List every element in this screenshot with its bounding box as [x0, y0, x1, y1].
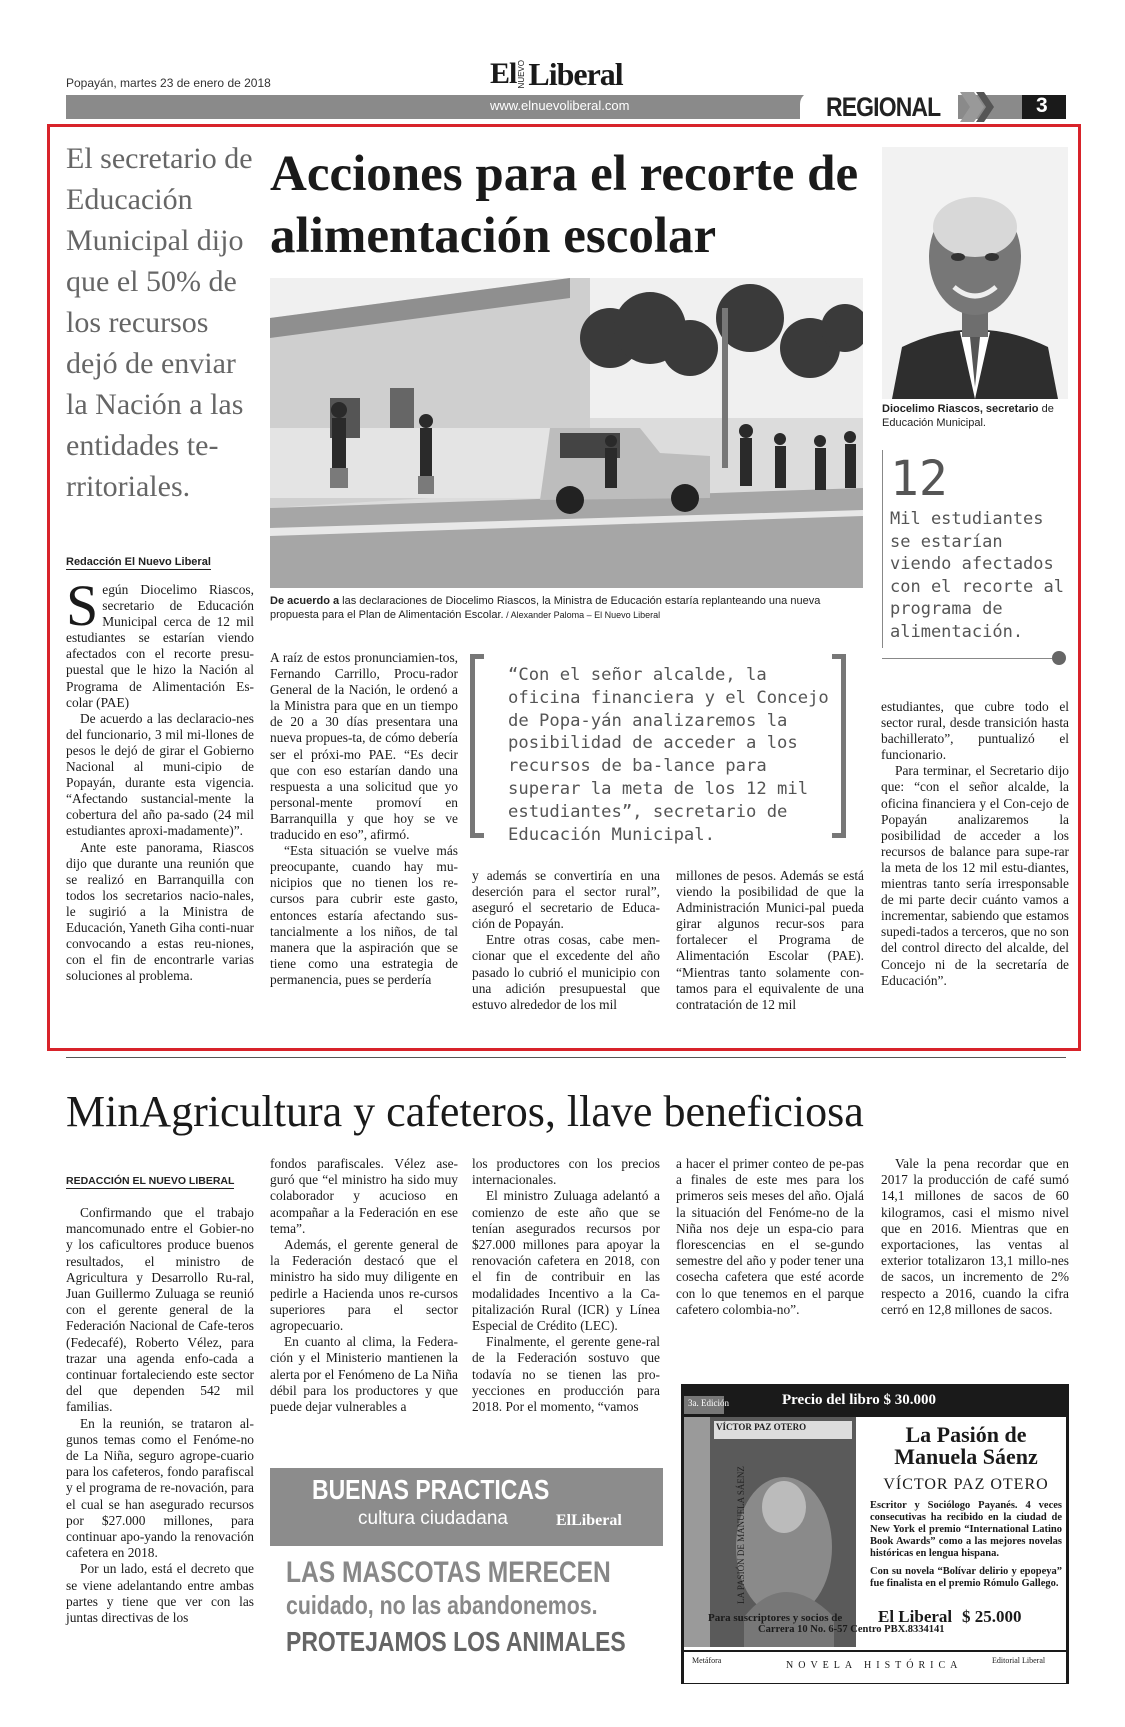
paragraph: Finalmente, el gerente gene-ral de la Federación sostuvo que todavía no se tienen las pro-yecciones en producción para 2018. Por el momento, “vamos: [472, 1334, 660, 1415]
subscriber-logo: El Liberal: [878, 1607, 953, 1626]
paragraph: A raíz de estos pronunciamien-tos, Fernando Carrillo, Procu-rador General de la Nación, le ordenó a la Ministra para que en un tiempo de 20 a 30 días presentara una nueva propues-ta, de cómo debería ser el próxi-mo PAE. “Es decir que con eso estarían dando una respuesta a una solicitud que yo personal-mente promoví en Barranquilla y que hoy se ve traducido en eso”, afirmó.: [270, 650, 458, 843]
stat-text: Mil estudiantes se estarían viendo afectados con el recorte al programa de alimentación.: [890, 509, 1064, 642]
paragraph: fondos parafiscales. Vélez ase-guró que “el ministro ha sido muy colaborador y acucioso en acompañar a la Federación en ese tema”.: [270, 1156, 458, 1236]
caption-text: las declaraciones de Diocelimo Riascos, la Ministra de Educación estaría replanteando una nueva propuesta para el Plan de Alimentación Escolar.: [270, 595, 821, 621]
ad-line-1: LAS MASCOTAS MERECEN: [286, 1556, 611, 1589]
ad-line-2: cuidado, no las abandonemos.: [286, 1590, 598, 1620]
stat-number: 12: [890, 451, 948, 507]
photo-credit: / Alexander Paloma – El Nuevo Liberal: [503, 610, 661, 620]
paragraph: millones de pesos. Además se está viendo la posibilidad de que la Administración Munici-pal pueda girar algunos recur-sos para fortalecer el Programa de Alimentación Escolar (PAE). “Mientras tanto solamente con-tamos para el equivalente de una contratación de 12 mil: [676, 868, 864, 1012]
portrait-photo: [882, 147, 1068, 399]
book-description: [870, 1500, 1062, 1596]
section-separator: [66, 1057, 1066, 1058]
newspaper-logo[interactable]: [490, 55, 623, 92]
article2-column-1: [66, 1205, 254, 1626]
article2-column-3: [472, 1156, 660, 1415]
section-arrow-icon: [960, 92, 1000, 122]
portrait-name: Diocelimo Riascos, secretario: [882, 403, 1039, 415]
portrait-caption: [882, 402, 1068, 430]
paragraph: Confirmando que el trabajo mancomunado entre el Gobier-no y los caficultores produce buenos resultados, el ministro de Agricultura y Desarrollo Ru-ral, Juan Guillermo Zuluaga se reunió con el gerente general de la Federación Nacional de Cafe-teros (Fedecafé), Roberto Vélez, para trazar una agenda enfo-cada a continuar fortaleciendo este sector del que dependen 542 mil familias.: [66, 1205, 254, 1415]
logo-nuevo: NUEVO: [517, 59, 527, 89]
publisher-logo-2: Editorial Liberal: [992, 1656, 1046, 1665]
paragraph: Por un lado, está el decreto que se viene adelantando entre ambas partes y tiene que ver con las juntas directivas de los: [66, 1561, 254, 1626]
book-desc-1: Escritor y Sociólogo Payanés. 4 veces consecutivas ha recibido en la ciudad de New York el premio “International Latino Book Awards” como a las mejores novelas históricas en lengua hispana.: [870, 1500, 1062, 1559]
cover-spine: LA PASIÓN DE MANUELA SÁENZ: [736, 1466, 746, 1604]
paragraph: y además se convertiría en una deserción para el sector rural”, aseguró el secretario de Educa-ción de Popayán.: [472, 868, 660, 932]
paragraph: “Esta situación se vuelve más preocupante, cuando hay mu-nicipios que no tienen los re-cursos para cubrir este gasto, entonces estaría afectando sus-tancialmente a los niños, de tal manera que la aspiración que se tiene como una estrategia de permanencia, pues se perdería: [270, 843, 458, 987]
article-column-2: [270, 650, 458, 988]
logo-el: El: [490, 57, 517, 90]
cover-author: VÍCTOR PAZ OTERO: [716, 1422, 807, 1432]
article-byline: Redacción El Nuevo Liberal: [66, 556, 211, 568]
edition-badge-text: 3a. Edición: [688, 1398, 729, 1408]
book-price: Precio del libro $ 30.000: [782, 1392, 937, 1408]
publisher-logo: Metáfora: [692, 1656, 722, 1665]
book-desc-2: Con su novela “Bolívar delirio y epopeya” fue finalista en el premio Rómulo Gallego.: [870, 1566, 1062, 1589]
ad-address: Carrera 10 No. 6-57 Centro PBX.8334141: [758, 1624, 945, 1635]
article-headline[interactable]: Acciones para el recorte de alimentación escolar: [270, 146, 859, 264]
paragraph: El ministro Zuluaga adelantó a comienzo de este año que se tenían asegurados recursos por $27.000 millones para apoyar la renovación cafetera en 2018, con el fin de contribuir en las modalidades Incentivo a la Ca-pitalización Rural (ICR) y Línea Especial de Crédito (LEC).: [472, 1188, 660, 1334]
stat-divider: [882, 450, 883, 648]
paragraph: los productores con los precios internacionales.: [472, 1156, 660, 1188]
ad-subtitle: cultura ciudadana: [358, 1508, 508, 1529]
photo-caption: [270, 594, 860, 622]
page-number: 3: [1036, 94, 1048, 117]
paragraph: a hacer el primer conteo de pe-pas a finales de este mes para los primeros seis meses del año. Ojalá la situación del Fenóme-no de la Niña nos deje un espa-cio para florescencias en el se-gundo semestre del año y poder tener una cosecha cafetera que esté acorde con lo que tenemos en el parque cafetero colombia-no”.: [676, 1156, 864, 1317]
article-column-5: [881, 699, 1069, 989]
article-lede: El secretario de Educación Municipal dijo que el 50% de los recursos dejó de enviar la Nación a las entidades te-rritoriales.: [66, 142, 253, 503]
portrait-role: de Educación Municipal.: [882, 403, 1054, 429]
article2-column-4: [676, 1156, 864, 1318]
paragraph: Para terminar, el Secretario dijo que: “con el señor alcalde, la oficina financiera y el Con-cejo de Popayán analizaremos la posibilidad de acceder a los recursos de balance para supe-rar la meta de los 12 mil estu-diantes, mientras tanto sería irresponsable de mi parte decir cuánto vamos a incrementar, sabiendo que estamos supedi-tados a terceros, que no son del control directo del alcalde, del Concejo ni de la secretaría de Educación”.: [881, 763, 1069, 988]
caption-lead: De acuerdo a: [270, 595, 340, 607]
book-author: VÍCTOR PAZ OTERO: [883, 1476, 1049, 1493]
quote-bracket-right: [832, 654, 846, 838]
article2-column-2: [270, 1156, 458, 1415]
pull-quote: “Con el señor alcalde, la oficina financiera y el Concejo de Popa-yán analizaremos la posibilidad de acceder a los recursos de ba-lance para superar la meta de los 12 mil estudiantes”, secretario de Educación Municipal.: [508, 665, 829, 845]
stat-rule: [882, 658, 1052, 659]
paragraph: De acuerdo a las declaracio-nes del funcionario, 3 mil mi-llones de pesos le dejó de girar el Gobierno Nacional al muni-cipio de Popayán, durante esta vigencia. “Afectando sustancial-mente la cobertura del año pa-sado (24 mil estudiantes aproxi-madamente)”.: [66, 710, 254, 839]
ad-logo: ElLiberal: [556, 1512, 622, 1529]
paragraph: Vale la pena recordar que en 2017 la producción de café sumó 14,1 millones de sacos de 60 kilogramos, casi el mismo nivel que en 2016. Mientras que en exportaciones, las ventas al exterior totalizaron 13,1 millo-nes de sacos, un incremento de 2% respecto a 2016, cuando la cifra cerró en 12,8 millones de sacos.: [881, 1156, 1069, 1317]
book-genre: NOVELA HISTÓRICA: [786, 1660, 963, 1671]
article2-column-5: [881, 1156, 1069, 1318]
article2-headline[interactable]: MinAgricultura y cafeteros, llave beneficiosa: [66, 1087, 864, 1136]
paragraph: En la reunión, se trataron al-gunos temas como el Fenóme-no de La Niña, seguro agrope-cuario para los cafeteros, fondo parafiscal y el programa de re-novación, para el cual se han asegurado recursos por $27.000 millones, para continuar apo-yando la renovación cafetera en 2018.: [66, 1415, 254, 1561]
article-column-1: [66, 573, 254, 984]
school-street-photo: [270, 278, 863, 588]
logo-liberal: Liberal: [528, 55, 623, 92]
subscriber-label: Para suscriptores y socios de: [708, 1612, 843, 1624]
article-column-4: [676, 868, 864, 1013]
ad-title: BUENAS PRACTICAS: [312, 1474, 550, 1505]
paragraph: En cuanto al clima, la Federa-ción y el Ministerio mantienen la alerta por el Fenómeno de La Niña débil para los productores y que puede dejar vulnerables a: [270, 1334, 458, 1415]
article2-byline: REDACCIÓN EL NUEVO LIBERAL: [66, 1175, 235, 1187]
book-title: La Pasión de Manuela Sáenz: [894, 1422, 1038, 1469]
drop-cap: S: [66, 573, 99, 638]
ad-line-3: PROTEJAMOS LOS ANIMALES: [286, 1626, 626, 1657]
edition-date: Popayán, martes 23 de enero de 2018: [66, 76, 271, 90]
website-url[interactable]: www.elnuevoliberal.com: [490, 98, 630, 113]
paragraph: Además, el gerente general de la Federación destacó que el ministro ha sido muy diligente en pedirle a Hacienda unos re-cursos superiores para el sector agropecuario.: [270, 1237, 458, 1334]
paragraph: Entre otras cosas, cabe men-cionar que el excedente del año pasado lo cubrió el municipio con una adición presupuestal que estuvo alrededor de los mil: [472, 932, 660, 1012]
stat-dot-icon: [1052, 651, 1066, 665]
article-column-3: [472, 868, 660, 1013]
paragraph: Ante este panorama, Riascos dijo que durante una reunión que se realizó en Barranquilla con todos los secretarios nacio-nales, le sugirió a la Ministra de Educación, Yaneth Giha conti-nuar convocando a estas reu-niones, con el fin de encontrarle varias soluciones al problema.: [66, 839, 254, 984]
paragraph: egún Diocelimo Riascos, secretario de Educación Municipal cerca de 12 mil estudiantes se estarían viendo afectados con el recorte presu-puestal que le hizo la Nación al Programa de Alimentación Es-colar (PAE): [66, 582, 254, 710]
section-label: REGIONAL: [826, 92, 941, 122]
paragraph: estudiantes, que cubre todo el sector rural, desde transición hasta bachillerato”, puntualizó el funcionario.: [881, 699, 1069, 763]
quote-bracket-left: [470, 654, 484, 838]
subscriber-price: $ 25.000: [962, 1607, 1022, 1626]
